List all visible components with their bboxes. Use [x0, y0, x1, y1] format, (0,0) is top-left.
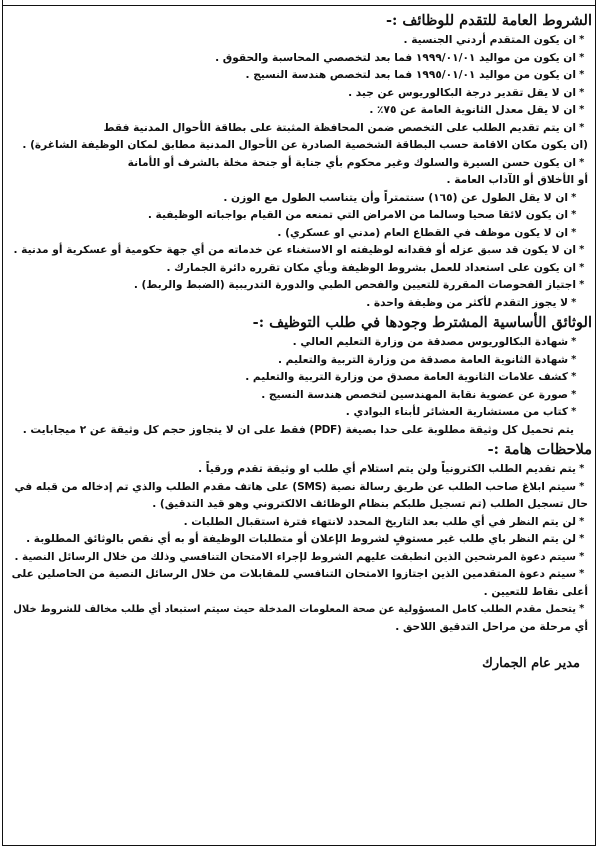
- asterisk-icon: *: [579, 603, 584, 614]
- asterisk-icon: *: [579, 69, 584, 80]
- asterisk-icon: *: [579, 279, 584, 290]
- asterisk-icon: *: [579, 156, 584, 168]
- list-item: * كشف علامات الثانوية العامة مصدق من وزارة التربية والتعليم .: [8, 369, 592, 387]
- asterisk-icon: *: [571, 226, 576, 238]
- announcement-body: [8, 10, 592, 671]
- asterisk-icon: *: [579, 261, 584, 273]
- list-item-continuation: أي مرحلة من مراحل التدقيق اللاحق .: [395, 620, 588, 633]
- asterisk-icon: *: [579, 34, 584, 45]
- list-item: * ان يكون حسن السيرة والسلوك وغير محكوم بأي جناية أو جنحة مخلة بالشرف أو الأمانة: [8, 155, 592, 173]
- asterisk-icon: *: [579, 463, 584, 474]
- list-item: * ان يكون لائقا صحيا وسالما من الامراض التي تمنعه من القيام بواجباته الوظيفية .: [8, 207, 592, 225]
- list-item: * ان يكون المتقدم أردني الجنسية .: [8, 32, 592, 50]
- list-item: * سيتم ابلاغ صاحب الطلب عن طريق رسالة نصية (SMS) على هاتف مقدم الطلب والذي تم إدخاله من قبله في: [8, 479, 592, 497]
- asterisk-icon: *: [571, 296, 576, 308]
- asterisk-icon: *: [571, 336, 576, 347]
- asterisk-icon: *: [579, 104, 584, 115]
- asterisk-icon: *: [579, 480, 584, 492]
- list-item: * يتحمل مقدم الطلب كامل المسؤولية عن صحة المعلومات المدخلة حيث سيتم استبعاد أي طلب مخالف للشروط خلال: [8, 601, 592, 619]
- list-item: * شهادة البكالوريوس مصدقة من وزارة التعليم العالي .: [8, 334, 592, 352]
- list-item: * ان يكون على استعداد للعمل بشروط الوظيفة وبأي مكان تقرره دائرة الجمارك .: [8, 260, 592, 278]
- section-title-general-conditions: الشروط العامة للتقدم للوظائف :-: [386, 12, 592, 29]
- list-item: * كتاب من مستشارية العشائر لأبناء البوادي .: [8, 404, 592, 422]
- list-item: * ان لا يقل تقدير درجة البكالوريوس عن جيد .: [8, 85, 592, 103]
- list-item: * سيتم دعوة المتقدمين الذين اجتازوا الامتحان التنافسي للمقابلات من خلال الرسائل النصية من الحاصلين على: [8, 566, 592, 584]
- list-item-continuation: أو الأخلاق أو الآداب العامة .: [446, 174, 588, 186]
- asterisk-icon: *: [571, 371, 576, 382]
- asterisk-icon: *: [579, 51, 584, 63]
- important-notes-list: [8, 461, 592, 636]
- list-item: * لن يتم النظر باي طلب غير مستوفٍ لشروط الإعلان أو متطلبات الوظيفة أو به أي نقص بالوثائق المطلوبة .: [8, 531, 592, 549]
- list-item: * يتم تقديم الطلب الكترونياً ولن يتم استلام أي طلب او وثيقة تقدم ورقياً .: [8, 461, 592, 479]
- list-item: * ان يكون من مواليد ١٩٩٥/٠١/٠١ فما بعد لتخصص هندسة النسيج .: [8, 67, 592, 85]
- asterisk-icon: *: [579, 515, 584, 527]
- required-documents-list: [8, 334, 592, 422]
- list-item: * لن يتم النظر في أي طلب بعد التاريخ المحدد لانتهاء فترة استقبال الطلبات .: [8, 514, 592, 532]
- list-item: * ان يكون من مواليد ١٩٩٩/٠١/٠١ فما بعد لتخصصي المحاسبة والحقوق .: [8, 50, 592, 68]
- asterisk-icon: *: [579, 533, 584, 544]
- asterisk-icon: *: [571, 191, 576, 203]
- section-title-required-documents: الوثائق الأساسية المشترط وجودها في طلب التوظيف :-: [252, 314, 592, 331]
- list-item: * صورة عن عضوية نقابة المهندسين لتخصص هندسة النسيج .: [8, 387, 592, 405]
- list-item: * اجتياز الفحوصات المقررة للتعيين والفحص الطبي والدورة التدريبية (الضبط والربط) .: [8, 277, 592, 295]
- list-item: * ان لا يقل الطول عن (١٦٥) سنتمتراً وأن يتناسب الطول مع الوزن .: [8, 190, 592, 208]
- list-item: * ان يتم تقديم الطلب على التخصص ضمن المحافظة المثبتة على بطاقة الأحوال المدنية فقط: [8, 120, 592, 138]
- list-item: * ان لا يكون موظف في القطاع العام (مدني او عسكري) .: [8, 225, 592, 243]
- asterisk-icon: *: [579, 244, 584, 255]
- section-title-important-notes: ملاحظات هامة :-: [487, 441, 592, 458]
- list-item-continuation: أعلى نقاط للتعيين .: [483, 585, 588, 598]
- asterisk-icon: *: [571, 209, 576, 220]
- list-item: * سيتم دعوة المرشحين الذين انطبقت عليهم الشروط لإجراء الامتحان التنافسي وذلك من خلال الرسائل النصية .: [8, 549, 592, 567]
- asterisk-icon: *: [571, 388, 576, 400]
- list-item: * ان لا يقل معدل الثانوية العامة عن ٧٥٪ .: [8, 102, 592, 120]
- asterisk-icon: *: [579, 550, 584, 562]
- general-conditions-list: [8, 32, 592, 312]
- signature: مدير عام الجمارك: [482, 656, 580, 671]
- asterisk-icon: *: [579, 121, 584, 133]
- asterisk-icon: *: [579, 568, 584, 579]
- list-item-continuation: حال تسجيل الطلب (تم تسجيل طلبكم بنظام الوظائف الالكتروني وهو قيد التدقيق) .: [152, 498, 588, 510]
- asterisk-icon: *: [571, 353, 576, 365]
- list-item: * لا يجوز التقدم لأكثر من وظيفة واحدة .: [8, 295, 592, 313]
- asterisk-icon: *: [579, 86, 584, 98]
- list-item: * شهادة الثانوية العامة مصدقة من وزارة التربية والتعليم .: [8, 352, 592, 370]
- pdf-upload-note: يتم تحميل كل وثيقة مطلوبة على حدا بصيغة (PDF) فقط على ان لا يتجاوز حجم كل وثيقة عن ٢ ميجابايت .: [22, 423, 574, 436]
- asterisk-icon: *: [571, 406, 576, 417]
- list-item: * ان لا يكون قد سبق عزله أو فقدانه لوظيفته او الاستغناء عن خدماته من أي جهة حكومية أو عسكرية أو مدنية .: [8, 242, 592, 260]
- list-item-continuation: (ان يكون مكان الاقامة حسب البطاقة الشخصية الصادرة عن الأحوال المدنية مطابق لمكان الوظيفة الشاغرة) .: [22, 139, 588, 151]
